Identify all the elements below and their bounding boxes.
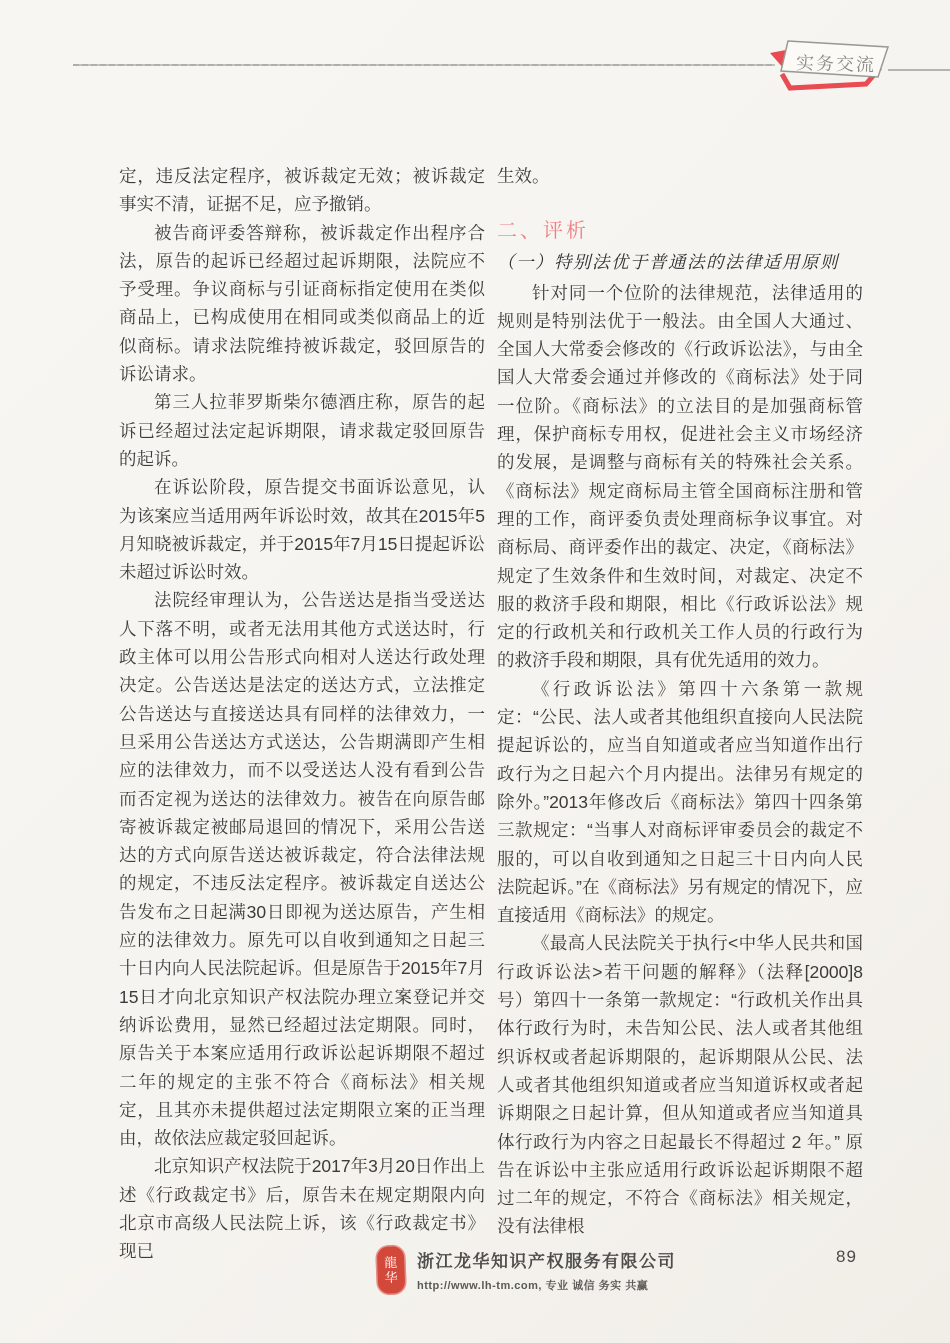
page-number: 89 bbox=[836, 1247, 857, 1266]
sub-heading: （一）特别法优于普通法的法律适用原则 bbox=[497, 252, 839, 273]
paragraph: 被告商评委答辩称，被诉裁定作出程序合法，原告的起诉已经超过起诉期限，法院应不予受理。争议商标与引证商标指定使用在类似商品上，已构成使用在相同或类似商品上的近似商标。请求法院维持被诉裁定，驳回原告的诉讼请求。 bbox=[119, 222, 485, 385]
header-rule-left bbox=[73, 64, 775, 66]
page-footer bbox=[376, 1245, 676, 1295]
left-column bbox=[119, 162, 485, 1266]
right-column bbox=[497, 162, 863, 1241]
paragraph: 在诉讼阶段，原告提交书面诉讼意见，认为该案应当适用两年诉讼时效，故其在2015年5月知晓被诉裁定，并于2015年7月15日提起诉讼未超过诉讼时效。 bbox=[119, 477, 485, 583]
header-rule-right bbox=[888, 69, 950, 71]
paragraph: 《最高人民法院关于执行<中华人民共和国行政诉讼法>若干问题的解释》（法释[2000]8号）第四十一条第一款规定：“行政机关作出具体行政行为时，未告知公民、法人或者其他组织诉权或者起诉期限的，起诉期限从公民、法人或者其他组织知道或者应当知道诉权或者起诉期限之日起计算，但从知道或者应当知道具体行政行为内容之日起最长不得超过 2 年。” 原告在诉讼中主张应适用行政诉讼起诉期限不超过二年的规定，不符合《商标法》相关规定，没有法律根 bbox=[497, 933, 863, 1237]
paragraph: 第三人拉菲罗斯柴尔德酒庄称，原告的起诉已经超过法定起诉期限，请求裁定驳回原告的起诉。 bbox=[119, 392, 485, 469]
paragraph: 生效。 bbox=[497, 166, 550, 186]
section-badge bbox=[760, 36, 896, 94]
company-seal-logo bbox=[375, 1244, 407, 1295]
seal-character-bottom: 华 bbox=[384, 1269, 399, 1286]
company-tagline: http://www.lh-tm.com, 专业 诚信 务实 共赢 bbox=[417, 1280, 649, 1292]
footer-text-block bbox=[417, 1247, 676, 1293]
paragraph: 《行政诉讼法》第四十六条第一款规定：“公民、法人或者其他组织直接向人民法院提起诉讼的，应当自知道或者应当知道作出行政行为之日起六个月内提出。法律另有规定的除外。”2013年修改后《商标法》第四十四条第三款规定：“当事人对商标评审委员会的裁定不服的，可以自收到通知之日起三十日内向人民法院起诉。”在《商标法》另有规定的情况下，应直接适用《商标法》的规定。 bbox=[497, 678, 863, 926]
section-badge-label: 实务交流 bbox=[795, 52, 877, 76]
seal-character-top: 龍 bbox=[383, 1254, 398, 1271]
paragraph: 法院经审理认为，公告送达是指当受送达人下落不明，或者无法用其他方式送达时，行政主体可以用公告形式向相对人送达行政处理决定。公告送达是法定的送达方式，立法推定公告送达与直接送达具有同样的法律效力，一旦采用公告送达方式送达，公告期满即产生相应的法律效力，而不以受送达人没有看到公告而否定视为送达的法律效力。被告在向原告邮寄被诉裁定被邮局退回的情况下，采用公告送达的方式向原告送达被诉裁定，符合法律法规的规定，不违反法定程序。被诉裁定自送达公告发布之日起满30日即视为送达原告，产生相应的法律效力。原先可以自收到通知之日起三十日内向人民法院起诉。但是原告于2015年7月15日才向北京知识产权法院办理立案登记并交纳诉讼费用，显然已经超过法定期限。同时，原告关于本案应适用行政诉讼起诉期限不超过二年的规定的主张不符合《商标法》相关规定，且其亦未提供超过法定期限立案的正当理由，故依法应裁定驳回起诉。 bbox=[119, 590, 485, 1149]
section-heading: 二、评析 bbox=[497, 220, 589, 243]
paragraph: 针对同一个位阶的法律规范，法律适用的规则是特别法优于一般法。由全国人大通过、全国人大常委会修改的《行政诉讼法》，与由全国人大常委会通过并修改的《商标法》处于同一位阶。《商标法》的立法目的是加强商标管理，保护商标专用权，促进社会主义市场经济的发展，是调整与商标有关的特殊社会关系。《商标法》规定商标局主管全国商标注册和管理的工作，商评委负责处理商标争议事宜。对商标局、商评委作出的裁定、决定，《商标法》规定了生效条件和生效时间，对裁定、决定不服的救济手段和期限，相比《行政诉讼法》规定的行政机关和行政机关工作人员的行政行为的救济手段和期限，具有优先适用的效力。 bbox=[497, 282, 863, 671]
paragraph: 北京知识产权法院于2017年3月20日作出上述《行政裁定书》后，原告未在规定期限内向北京市高级人民法院上诉，该《行政裁定书》现已 bbox=[119, 1156, 485, 1262]
company-name: 浙江龙华知识产权服务有限公司 bbox=[417, 1252, 676, 1271]
paragraph: 定，违反法定程序，被诉裁定无效；被诉裁定事实不清，证据不足，应予撤销。 bbox=[119, 166, 485, 215]
